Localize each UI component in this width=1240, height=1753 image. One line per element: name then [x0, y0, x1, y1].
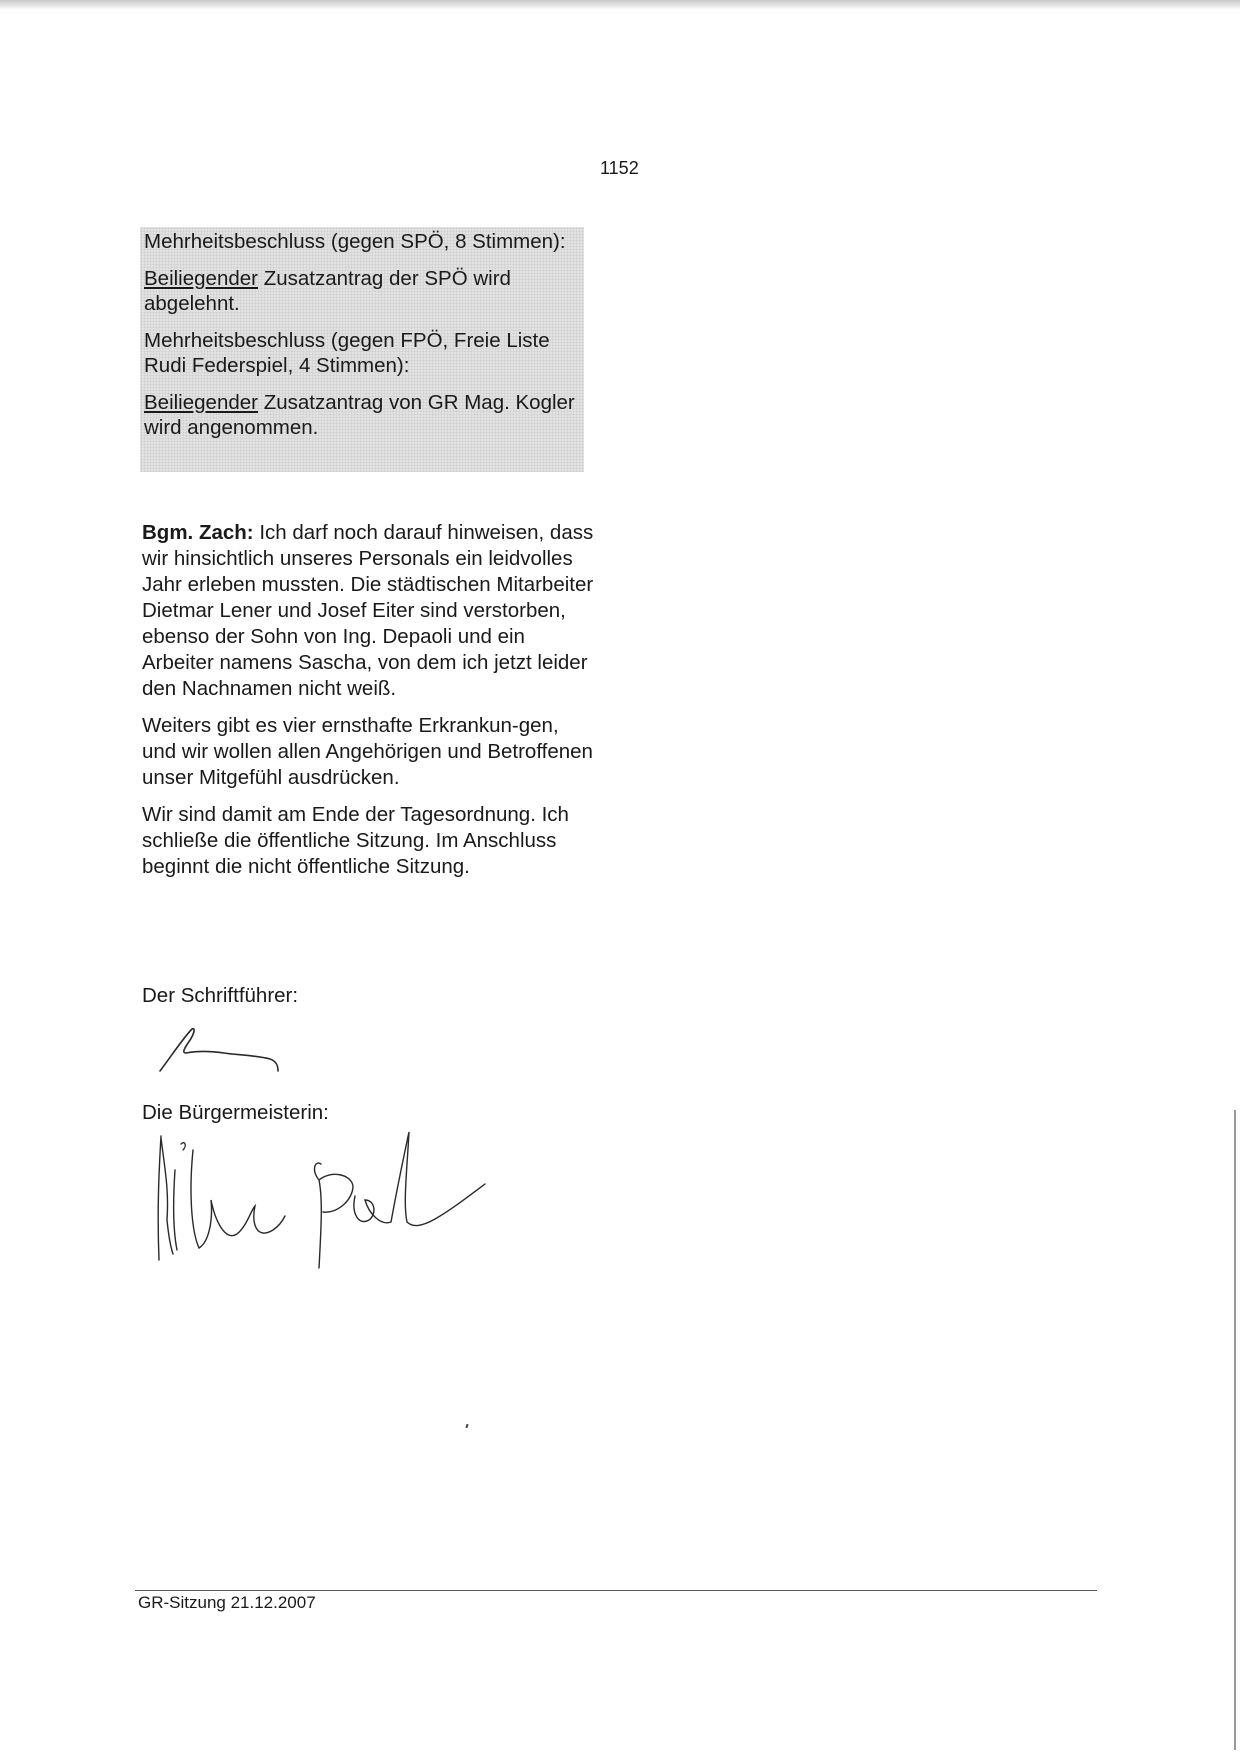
motion-2 — [144, 390, 584, 440]
speaker-name: Bgm. Zach: — [142, 521, 254, 544]
motion-1-text: Zusatzantrag der SPÖ wird abgelehnt. — [144, 267, 511, 315]
decision-box — [140, 227, 584, 472]
motion-1 — [144, 266, 584, 316]
footer-rule — [135, 1590, 1097, 1591]
motion-2-underlined: Beiliegender — [144, 391, 258, 414]
motion-1-underlined: Beiliegender — [144, 267, 258, 290]
resolution-2: Mehrheitsbeschluss (gegen FPÖ, Freie Liste Rudi Federspiel, 4 Stimmen): — [144, 329, 550, 377]
footer-session-date: GR-Sitzung 21.12.2007 — [138, 1593, 316, 1612]
scan-speck — [465, 1424, 468, 1428]
scan-top-edge — [0, 0, 1240, 10]
speech-paragraph-3: Wir sind damit am Ende der Tagesordnung. Ich schließe die öffentliche Sitzung. Im Anschluss beginnt die nicht öffentliche Sitzung. — [142, 803, 569, 878]
scan-right-edge — [1234, 1110, 1236, 1750]
speech-paragraph-2: Weiters gibt es vier ernsthafte Erkrankun-gen, und wir wollen allen Angehörigen und Betroffenen unser Mitgefühl ausdrücken. — [142, 714, 593, 789]
secretary-signature — [158, 1025, 298, 1075]
resolution-1: Mehrheitsbeschluss (gegen SPÖ, 8 Stimmen): — [144, 230, 566, 253]
speech-text-1: Ich darf noch darauf hinweisen, dass wir hinsichtlich unseres Personals ein leidvolles Jahr erleben mussten. Die städtischen Mitarbeiter Dietmar Lener und Josef Eiter sind verstorben, ebenso der Sohn von Ing. Depaoli und ein Arbeiter namens Sascha, von dem ich jetzt leider den Nachnamen nicht weiß. — [142, 521, 594, 700]
mayor-signature — [155, 1130, 490, 1270]
speech-paragraph-1 — [142, 520, 594, 702]
mayor-label: Die Bürgermeisterin: — [142, 1101, 329, 1124]
page-number: 1152 — [600, 158, 639, 178]
secretary-label: Der Schriftführer: — [142, 984, 299, 1007]
motion-2-text: Zusatzantrag von GR Mag. Kogler wird angenommen. — [144, 391, 575, 439]
speech-block — [142, 520, 594, 891]
